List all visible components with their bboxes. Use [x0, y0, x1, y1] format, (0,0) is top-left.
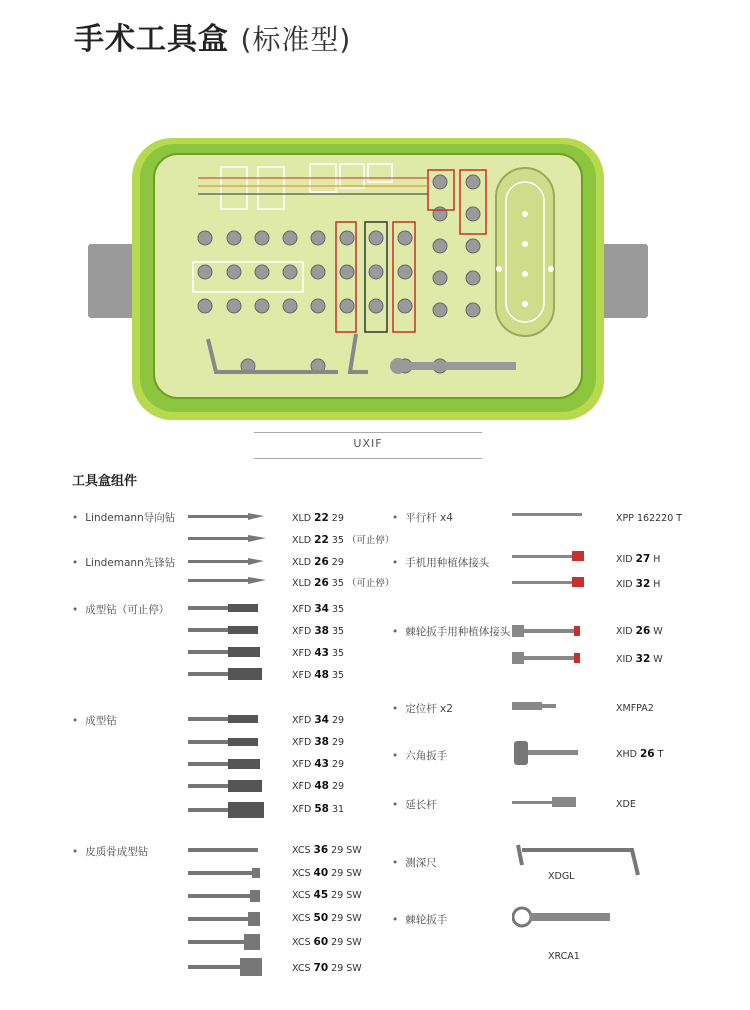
- product-code: XFD 38 35: [292, 625, 345, 637]
- product-code: XFD 38 29: [292, 736, 345, 748]
- product-code: XFD 58 31: [292, 803, 345, 815]
- model-rule-bottom: [254, 458, 482, 459]
- product-code: XCS 36 29 SW: [292, 844, 362, 856]
- model-label: UXIF: [353, 437, 383, 450]
- component-label: • 测深尺: [392, 855, 437, 870]
- product-code: XID 26 W: [616, 625, 663, 637]
- product-code: XCS 60 29 SW: [292, 936, 362, 948]
- product-code: XMFPA2: [616, 703, 654, 714]
- page-title: [74, 14, 351, 58]
- product-code: XFD 34 35: [292, 603, 345, 615]
- product-code: XLD 22 29: [292, 512, 344, 524]
- component-label: • 手机用种植体接头: [392, 555, 489, 570]
- product-code: XID 27 H: [616, 553, 661, 565]
- component-label: • 平行杆 x4: [392, 510, 453, 525]
- product-code: XDE: [616, 799, 636, 810]
- tool-images: [512, 505, 652, 955]
- product-code: XCS 40 29 SW: [292, 867, 362, 879]
- component-label: • 延长杆: [392, 797, 437, 812]
- product-code: XCS 50 29 SW: [292, 912, 362, 924]
- section-title: 工具盒组件: [72, 474, 138, 489]
- surgical-kit-tray-image: [88, 134, 648, 424]
- component-label: • Lindemann导向钻: [72, 510, 175, 525]
- product-code: XFD 48 29: [292, 780, 345, 792]
- product-code: XHD 26 T: [616, 748, 664, 760]
- product-code: XFD 34 29: [292, 714, 345, 726]
- product-code: XLD 22 35 （可止停）: [292, 534, 395, 546]
- product-code: XCS 70 29 SW: [292, 962, 362, 974]
- component-label: • 成型钻（可止停）: [72, 602, 169, 617]
- product-code: XID 32 W: [616, 653, 663, 665]
- product-code: XLD 26 29: [292, 556, 344, 568]
- product-code: XFD 43 35: [292, 647, 345, 659]
- title-main: 手术工具盒: [74, 22, 229, 57]
- component-label: • 棘轮扳手: [392, 912, 447, 927]
- product-code: XPP 162220 T: [616, 513, 683, 524]
- component-label: • 定位杆 x2: [392, 701, 453, 716]
- product-code: XRCA1: [548, 951, 580, 962]
- product-code: XLD 26 35 （可止停）: [292, 577, 395, 589]
- product-code: XDGL: [548, 871, 575, 882]
- product-code: XID 32 H: [616, 578, 661, 590]
- product-code: XFD 43 29: [292, 758, 345, 770]
- product-code: XFD 48 35: [292, 669, 345, 681]
- component-label: • Lindemann先锋钻: [72, 555, 175, 570]
- component-label: • 成型钻: [72, 713, 117, 728]
- drill-images: [188, 508, 268, 978]
- component-label: • 棘轮扳手用种植体接头: [392, 624, 510, 639]
- title-sub: (标准型): [240, 23, 352, 56]
- component-label: • 六角扳手: [392, 748, 447, 763]
- model-rule-top: [254, 432, 482, 433]
- product-code: XCS 45 29 SW: [292, 889, 362, 901]
- component-label: • 皮质骨成型钻: [72, 844, 148, 859]
